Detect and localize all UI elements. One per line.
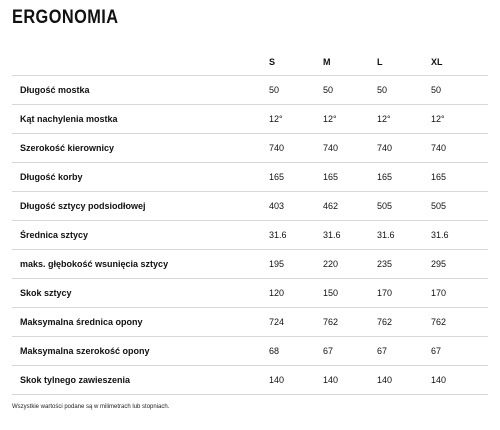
cell-value: 740 [377, 143, 393, 153]
cell-value: 505 [431, 201, 447, 211]
cell-value: 67 [431, 346, 442, 356]
row-label: Skok tylnego zawieszenia [20, 375, 131, 385]
size-header-s: S [269, 56, 276, 67]
cell-value: 12° [269, 114, 283, 124]
cell-value: 150 [323, 288, 339, 298]
cell-value: 31.6 [269, 230, 287, 240]
cell-value: 67 [377, 346, 388, 356]
cell-value: 67 [323, 346, 334, 356]
cell-value: 31.6 [323, 230, 341, 240]
geometry-table [12, 48, 488, 395]
cell-value: 235 [377, 259, 393, 269]
cell-value: 50 [377, 85, 388, 95]
cell-value: 68 [269, 346, 280, 356]
cell-value: 462 [323, 201, 339, 211]
table-row [12, 366, 488, 395]
row-label: Maksymalna szerokość opony [20, 346, 150, 356]
page-title: ERGONOMIA [12, 7, 119, 28]
cell-value: 505 [377, 201, 393, 211]
cell-value: 31.6 [431, 230, 449, 240]
cell-value: 12° [431, 114, 445, 124]
cell-value: 140 [323, 375, 339, 385]
cell-value: 403 [269, 201, 285, 211]
cell-value: 170 [431, 288, 447, 298]
cell-value: 220 [323, 259, 339, 269]
table-row [12, 192, 488, 221]
cell-value: 740 [269, 143, 285, 153]
cell-value: 50 [323, 85, 334, 95]
cell-value: 50 [269, 85, 280, 95]
size-header-xl: XL [431, 56, 443, 67]
table-row [12, 308, 488, 337]
cell-value: 50 [431, 85, 442, 95]
row-label: Skok sztycy [20, 288, 72, 298]
row-label: Średnica sztycy [20, 230, 89, 240]
table-header-row [12, 48, 488, 76]
cell-value: 165 [431, 172, 447, 182]
cell-value: 170 [377, 288, 393, 298]
cell-value: 31.6 [377, 230, 395, 240]
cell-value: 195 [269, 259, 285, 269]
cell-value: 165 [377, 172, 393, 182]
cell-value: 165 [323, 172, 339, 182]
cell-value: 740 [323, 143, 339, 153]
cell-value: 295 [431, 259, 447, 269]
row-label: Długość korby [20, 172, 83, 182]
table-row [12, 76, 488, 105]
table-row [12, 337, 488, 366]
cell-value: 12° [377, 114, 391, 124]
table-row [12, 279, 488, 308]
table-row [12, 134, 488, 163]
cell-value: 724 [269, 317, 285, 327]
cell-value: 120 [269, 288, 285, 298]
row-label: Szerokość kierownicy [20, 143, 115, 153]
table-row [12, 250, 488, 279]
table-row [12, 105, 488, 134]
row-label: Maksymalna średnica opony [20, 317, 143, 327]
size-header-m: M [323, 56, 331, 67]
cell-value: 12° [323, 114, 337, 124]
row-label: Długość mostka [20, 85, 90, 95]
cell-value: 762 [431, 317, 447, 327]
cell-value: 762 [323, 317, 339, 327]
units-footnote: Wszystkie wartości podane są w milimetrach lub stopniach. [12, 404, 170, 410]
cell-value: 740 [431, 143, 447, 153]
size-header-l: L [377, 56, 383, 67]
table-row [12, 163, 488, 192]
cell-value: 140 [269, 375, 285, 385]
row-label: maks. głębokość wsunięcia sztycy [20, 259, 169, 269]
cell-value: 140 [431, 375, 447, 385]
table-row [12, 221, 488, 250]
cell-value: 762 [377, 317, 393, 327]
row-label: Kąt nachylenia mostka [20, 114, 118, 124]
cell-value: 140 [377, 375, 393, 385]
row-label: Długość sztycy podsiodłowej [20, 201, 146, 211]
cell-value: 165 [269, 172, 285, 182]
